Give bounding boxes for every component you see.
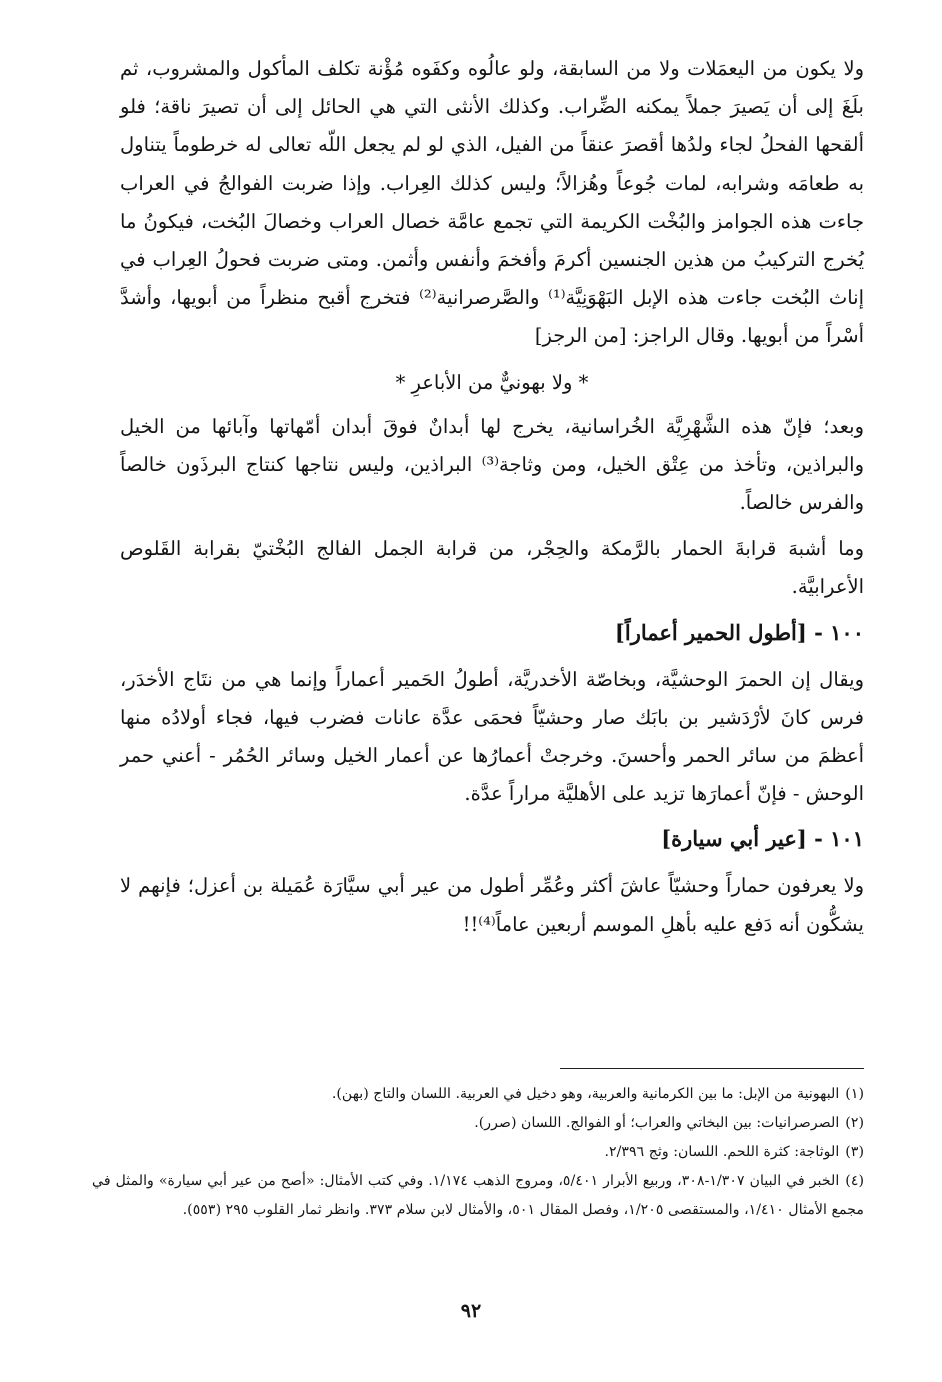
footnote — [92, 1109, 864, 1138]
footnote-text: الوثاجة: كثرة اللحم. اللسان: وثج ٢/٣٩٦. — [604, 1144, 840, 1160]
paragraph-gap — [120, 522, 864, 530]
section-heading: ١٠١ - [عير أبي سيارة] — [661, 826, 864, 852]
footnote-number: (٢) — [845, 1115, 864, 1131]
paragraph: ولا يكون من اليعمَلات ولا من السابقة، ولو عالُوه وكفَوه مُؤْنة تكلف المأكول والمشروب، ثم بلَغَ إلى أن يَصيرَ جملاً يمكنه الضِّراب. وكذلك الأنثى التي هي الحائل إلى أن تصيرَ ناقة؛ فلو ألقحها الفحلُ لجاء ولدُها أقصرَ عنقاً من الفيل، الذي لو لم يجعل اللّه تعالى له خرطوماً يتناول به طعامَه وشرابه، لمات جُوعاً وهُزالاً؛ وليس كذلك العِراب. وإذا ضربت الفوالجُ في العراب جاءت هذه الجوامز والبُخْت الكريمة التي تجمع عامَّة خصال العراب وخصالَ البُخت، فيكونُ ما يُخرج التركيبُ من هذين الجنسين أكرمَ وأفخمَ وأنفس وأثمن. ومتى ضربت فحولُ العِراب في إناث البُخت جاءت هذه الإبل البَهْوَنِيَّة⁽¹⁾ والصَّرصرانية⁽²⁾ فتخرج أقبح منظراً من أبويها، وأشدَّ أسْراً من أبويها. وقال الراجز: [من الرجز] — [120, 57, 864, 348]
paragraph: وبعد؛ فإنّ هذه الشَّهْرِيَّة الخُراسانية، يخرج لها أبدانٌ فوقَ أبدان أمّهاتها وآبائها من الخيل والبراذين، وتأخذ من عِتْق الخيل، ومن وثاجة⁽³⁾ البراذين، وليس نتاجها كنتاج البرذَون خالصاً والفرس خالصاً. — [120, 414, 864, 515]
footnote — [92, 1138, 864, 1167]
paragraph: ولا يعرفون حماراً وحشيّاً عاشَ أكثر وعُمِّر أطول من عير أبي سيَّارَة عُمَيلة بن أعزل؛ فإنهم لا يشكُّون أنه دَفع عليه بأهلِ الموسم أربعين عاماً⁽⁴⁾!! — [120, 874, 864, 936]
footnote — [92, 1167, 864, 1225]
footnote — [92, 1080, 864, 1109]
footnote-number: (٣) — [845, 1144, 864, 1160]
footnote-number: (١) — [845, 1086, 864, 1102]
footnotes — [92, 1080, 864, 1225]
footnote-text: الخبر في البيان ١/٣٠٧-٣٠٨، وربيع الأبرار ٥/٤٠١، ومروج الذهب ١/١٧٤. وفي كتب الأمثال: «أصح من عير أبي سيارة» والمثل في مجمع الأمثال ١/٤١٠، والمستقصى ١/٢٠٥، وفصل المقال ٥٠١، والأمثال لابن سلام ٣٧٣. وانظر ثمار القلوب ٢٩٥ (٥٥٣). — [92, 1173, 864, 1218]
section-heading: ١٠٠ - [أطول الحمير أعماراً] — [614, 619, 864, 645]
paragraph: وما أشبهَ قرابةَ الحمار بالرَّمكة والحِجْر، من قرابة الجمل الفالج البُخْتيّ بقرابة القَلوص الأعرابيَّة. — [120, 537, 864, 599]
footnote-number: (٤) — [845, 1173, 864, 1189]
footnote-text: الصرصرانيات: بين البخاتي والعراب؛ أو الفوالج. اللسان (صرر). — [474, 1115, 840, 1131]
main-text — [120, 50, 864, 944]
footnote-separator — [560, 1068, 864, 1069]
verse-line: * ولا بهونيٌّ من الأباعرِ * — [395, 370, 589, 394]
footnote-text: البهونية من الإبل: ما بين الكرمانية والعربية، وهو دخيل في العربية. اللسان والتاج (بهن). — [331, 1086, 840, 1102]
paragraph: ويقال إن الحمرَ الوحشيَّة، وبخاصّة الأخدريَّة، أطولُ الحَمير أعماراً وإنما هي من نتَاج الأخدَر، فرس كانَ لأرْدَشير بن بابَك صار وحشيّاً فحمَى عدَّة عانات فضرب فيها، فجاء أولادُه منها أعظمَ من سائر الحمر وأحسنَ. وخرجتْ أعمارُها عن أعمار الخيل وسائر الحُمُر - أعني حمر الوحش - فإنّ أعمارَها تزيد على الأهليَّة مراراً عدَّة. — [120, 667, 864, 806]
page-number: ٩٢ — [460, 1300, 482, 1322]
